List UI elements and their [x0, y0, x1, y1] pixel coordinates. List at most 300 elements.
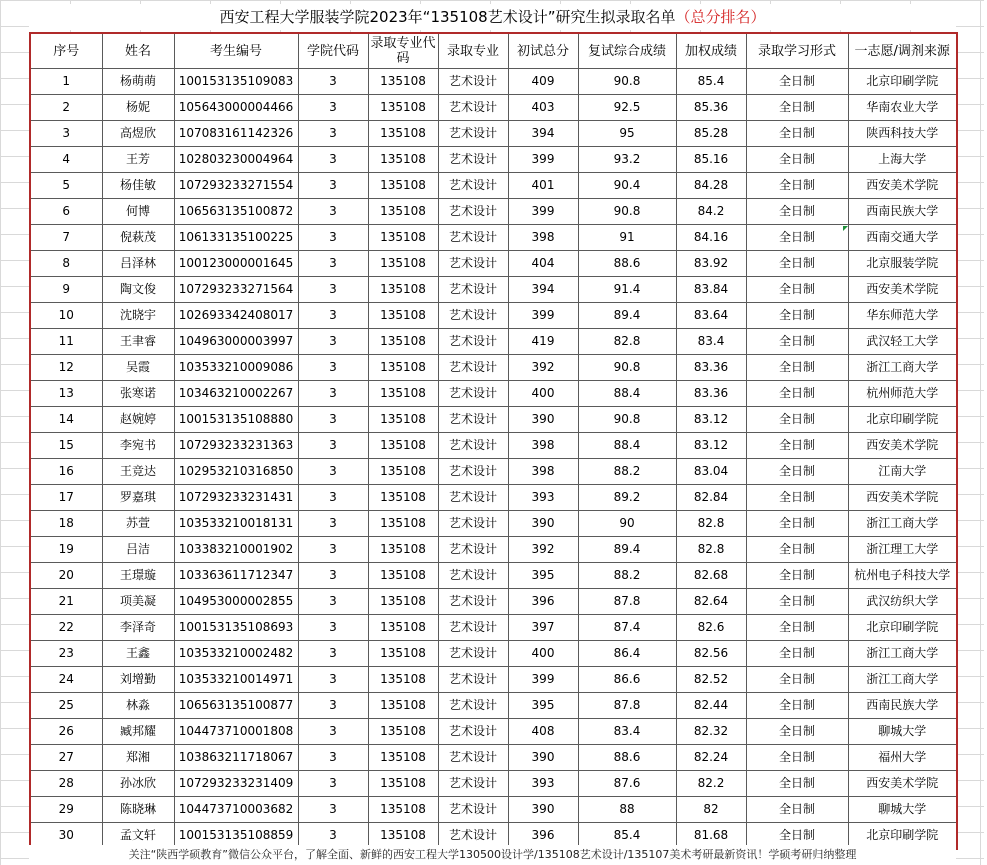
weighted-score-cell[interactable]: 82.8 [676, 537, 746, 563]
row-index-cell[interactable]: 23 [30, 641, 102, 667]
weighted-score-cell[interactable]: 83.36 [676, 381, 746, 407]
initial-score-cell[interactable]: 394 [508, 277, 578, 303]
study-mode-cell[interactable]: 全日制 [746, 459, 848, 485]
source-school-cell[interactable]: 西南民族大学 [848, 693, 957, 719]
major-name-cell[interactable]: 艺术设计 [438, 381, 508, 407]
retest-score-cell[interactable]: 85.4 [578, 823, 676, 850]
major-name-cell[interactable]: 艺术设计 [438, 355, 508, 381]
retest-score-cell[interactable]: 92.5 [578, 95, 676, 121]
major-name-cell[interactable]: 艺术设计 [438, 121, 508, 147]
source-school-cell[interactable]: 浙江理工大学 [848, 537, 957, 563]
student-name-cell[interactable]: 张寒诺 [102, 381, 174, 407]
weighted-score-cell[interactable]: 82.6 [676, 615, 746, 641]
study-mode-cell[interactable]: 全日制 [746, 589, 848, 615]
major-name-cell[interactable]: 艺术设计 [438, 693, 508, 719]
major-name-cell[interactable]: 艺术设计 [438, 719, 508, 745]
major-name-cell[interactable]: 艺术设计 [438, 329, 508, 355]
weighted-score-cell[interactable]: 82.84 [676, 485, 746, 511]
exam-id-cell[interactable]: 102953210316850 [174, 459, 298, 485]
major-name-cell[interactable]: 艺术设计 [438, 407, 508, 433]
college-code-cell[interactable]: 3 [298, 641, 368, 667]
row-index-cell[interactable]: 9 [30, 277, 102, 303]
weighted-score-cell[interactable]: 83.12 [676, 433, 746, 459]
initial-score-cell[interactable]: 397 [508, 615, 578, 641]
retest-score-cell[interactable]: 91.4 [578, 277, 676, 303]
student-name-cell[interactable]: 林淼 [102, 693, 174, 719]
exam-id-cell[interactable]: 103533210014971 [174, 667, 298, 693]
initial-score-cell[interactable]: 396 [508, 589, 578, 615]
student-name-cell[interactable]: 项美凝 [102, 589, 174, 615]
source-school-cell[interactable]: 浙江工商大学 [848, 641, 957, 667]
weighted-score-cell[interactable]: 82.32 [676, 719, 746, 745]
college-code-cell[interactable]: 3 [298, 69, 368, 95]
row-index-cell[interactable]: 16 [30, 459, 102, 485]
initial-score-cell[interactable]: 399 [508, 147, 578, 173]
initial-score-cell[interactable]: 390 [508, 797, 578, 823]
col-header-source[interactable]: 一志愿/调剂来源 [848, 33, 957, 69]
college-code-cell[interactable]: 3 [298, 303, 368, 329]
major-name-cell[interactable]: 艺术设计 [438, 641, 508, 667]
retest-score-cell[interactable]: 90.8 [578, 199, 676, 225]
major-code-cell[interactable]: 135108 [368, 199, 438, 225]
initial-score-cell[interactable]: 395 [508, 563, 578, 589]
row-index-cell[interactable]: 3 [30, 121, 102, 147]
initial-score-cell[interactable]: 399 [508, 199, 578, 225]
exam-id-cell[interactable]: 107293233271554 [174, 173, 298, 199]
weighted-score-cell[interactable]: 83.04 [676, 459, 746, 485]
exam-id-cell[interactable]: 107293233231409 [174, 771, 298, 797]
exam-id-cell[interactable]: 107083161142326 [174, 121, 298, 147]
source-school-cell[interactable]: 陕西科技大学 [848, 121, 957, 147]
study-mode-cell[interactable]: 全日制 [746, 251, 848, 277]
source-school-cell[interactable]: 北京印刷学院 [848, 69, 957, 95]
exam-id-cell[interactable]: 100153135109083 [174, 69, 298, 95]
exam-id-cell[interactable]: 104953000002855 [174, 589, 298, 615]
source-school-cell[interactable]: 福州大学 [848, 745, 957, 771]
major-code-cell[interactable]: 135108 [368, 225, 438, 251]
college-code-cell[interactable]: 3 [298, 407, 368, 433]
source-school-cell[interactable]: 聊城大学 [848, 719, 957, 745]
study-mode-cell[interactable]: 全日制 [746, 303, 848, 329]
col-header-initial[interactable]: 初试总分 [508, 33, 578, 69]
study-mode-cell[interactable]: 全日制 [746, 537, 848, 563]
weighted-score-cell[interactable]: 85.28 [676, 121, 746, 147]
col-header-exam-id[interactable]: 考生编号 [174, 33, 298, 69]
study-mode-cell[interactable]: 全日制 [746, 511, 848, 537]
col-header-college-code[interactable]: 学院代码 [298, 33, 368, 69]
weighted-score-cell[interactable]: 82.56 [676, 641, 746, 667]
major-code-cell[interactable]: 135108 [368, 641, 438, 667]
major-name-cell[interactable]: 艺术设计 [438, 511, 508, 537]
weighted-score-cell[interactable]: 84.2 [676, 199, 746, 225]
study-mode-cell[interactable]: 全日制 [746, 641, 848, 667]
source-school-cell[interactable]: 浙江工商大学 [848, 511, 957, 537]
major-name-cell[interactable]: 艺术设计 [438, 277, 508, 303]
exam-id-cell[interactable]: 103363611712347 [174, 563, 298, 589]
exam-id-cell[interactable]: 102693342408017 [174, 303, 298, 329]
initial-score-cell[interactable]: 404 [508, 251, 578, 277]
row-index-cell[interactable]: 12 [30, 355, 102, 381]
weighted-score-cell[interactable]: 82.44 [676, 693, 746, 719]
source-school-cell[interactable]: 杭州电子科技大学 [848, 563, 957, 589]
retest-score-cell[interactable]: 87.4 [578, 615, 676, 641]
student-name-cell[interactable]: 吕泽林 [102, 251, 174, 277]
row-index-cell[interactable]: 7 [30, 225, 102, 251]
source-school-cell[interactable]: 北京服装学院 [848, 251, 957, 277]
student-name-cell[interactable]: 杨妮 [102, 95, 174, 121]
retest-score-cell[interactable]: 88.2 [578, 459, 676, 485]
exam-id-cell[interactable]: 103383210001902 [174, 537, 298, 563]
col-header-idx[interactable]: 序号 [30, 33, 102, 69]
major-code-cell[interactable]: 135108 [368, 407, 438, 433]
student-name-cell[interactable]: 王聿睿 [102, 329, 174, 355]
major-code-cell[interactable]: 135108 [368, 95, 438, 121]
retest-score-cell[interactable]: 90.8 [578, 69, 676, 95]
source-school-cell[interactable]: 上海大学 [848, 147, 957, 173]
retest-score-cell[interactable]: 89.4 [578, 303, 676, 329]
major-code-cell[interactable]: 135108 [368, 797, 438, 823]
exam-id-cell[interactable]: 100123000001645 [174, 251, 298, 277]
retest-score-cell[interactable]: 90.8 [578, 355, 676, 381]
retest-score-cell[interactable]: 87.8 [578, 589, 676, 615]
initial-score-cell[interactable]: 398 [508, 433, 578, 459]
exam-id-cell[interactable]: 106563135100872 [174, 199, 298, 225]
source-school-cell[interactable]: 西安美术学院 [848, 277, 957, 303]
row-index-cell[interactable]: 10 [30, 303, 102, 329]
major-code-cell[interactable]: 135108 [368, 719, 438, 745]
retest-score-cell[interactable]: 82.8 [578, 329, 676, 355]
major-name-cell[interactable]: 艺术设计 [438, 485, 508, 511]
major-code-cell[interactable]: 135108 [368, 485, 438, 511]
student-name-cell[interactable]: 杨萌萌 [102, 69, 174, 95]
initial-score-cell[interactable]: 390 [508, 407, 578, 433]
weighted-score-cell[interactable]: 83.36 [676, 355, 746, 381]
initial-score-cell[interactable]: 400 [508, 381, 578, 407]
initial-score-cell[interactable]: 392 [508, 355, 578, 381]
student-name-cell[interactable]: 何博 [102, 199, 174, 225]
source-school-cell[interactable]: 浙江工商大学 [848, 355, 957, 381]
major-name-cell[interactable]: 艺术设计 [438, 147, 508, 173]
exam-id-cell[interactable]: 104473710003682 [174, 797, 298, 823]
weighted-score-cell[interactable]: 84.28 [676, 173, 746, 199]
retest-score-cell[interactable]: 83.4 [578, 719, 676, 745]
study-mode-cell[interactable]: 全日制 [746, 147, 848, 173]
study-mode-cell[interactable]: 全日制 [746, 615, 848, 641]
study-mode-cell[interactable]: 全日制 [746, 69, 848, 95]
row-index-cell[interactable]: 17 [30, 485, 102, 511]
major-name-cell[interactable]: 艺术设计 [438, 303, 508, 329]
study-mode-cell[interactable]: 全日制 [746, 719, 848, 745]
col-header-weighted[interactable]: 加权成绩 [676, 33, 746, 69]
college-code-cell[interactable]: 3 [298, 797, 368, 823]
source-school-cell[interactable]: 武汉轻工大学 [848, 329, 957, 355]
student-name-cell[interactable]: 刘增勤 [102, 667, 174, 693]
study-mode-cell[interactable]: 全日制 [746, 173, 848, 199]
row-index-cell[interactable]: 8 [30, 251, 102, 277]
college-code-cell[interactable]: 3 [298, 147, 368, 173]
source-school-cell[interactable]: 西安美术学院 [848, 433, 957, 459]
retest-score-cell[interactable]: 88.6 [578, 745, 676, 771]
student-name-cell[interactable]: 郑湘 [102, 745, 174, 771]
exam-id-cell[interactable]: 107293233231363 [174, 433, 298, 459]
source-school-cell[interactable]: 北京印刷学院 [848, 407, 957, 433]
study-mode-cell[interactable]: 全日制 [746, 95, 848, 121]
weighted-score-cell[interactable]: 83.12 [676, 407, 746, 433]
retest-score-cell[interactable]: 88.2 [578, 563, 676, 589]
study-mode-cell[interactable]: 全日制 [746, 277, 848, 303]
student-name-cell[interactable]: 罗嘉琪 [102, 485, 174, 511]
major-name-cell[interactable]: 艺术设计 [438, 225, 508, 251]
college-code-cell[interactable]: 3 [298, 251, 368, 277]
major-name-cell[interactable]: 艺术设计 [438, 69, 508, 95]
weighted-score-cell[interactable]: 85.4 [676, 69, 746, 95]
exam-id-cell[interactable]: 102803230004964 [174, 147, 298, 173]
student-name-cell[interactable]: 李泽奇 [102, 615, 174, 641]
weighted-score-cell[interactable]: 82.8 [676, 511, 746, 537]
weighted-score-cell[interactable]: 84.16 [676, 225, 746, 251]
source-school-cell[interactable]: 浙江工商大学 [848, 667, 957, 693]
major-name-cell[interactable]: 艺术设计 [438, 95, 508, 121]
row-index-cell[interactable]: 6 [30, 199, 102, 225]
major-name-cell[interactable]: 艺术设计 [438, 667, 508, 693]
retest-score-cell[interactable]: 87.6 [578, 771, 676, 797]
major-name-cell[interactable]: 艺术设计 [438, 199, 508, 225]
retest-score-cell[interactable]: 88.4 [578, 433, 676, 459]
student-name-cell[interactable]: 杨佳敏 [102, 173, 174, 199]
major-name-cell[interactable]: 艺术设计 [438, 251, 508, 277]
study-mode-cell[interactable]: 全日制 [746, 823, 848, 850]
retest-score-cell[interactable]: 93.2 [578, 147, 676, 173]
retest-score-cell[interactable]: 89.2 [578, 485, 676, 511]
major-code-cell[interactable]: 135108 [368, 121, 438, 147]
major-code-cell[interactable]: 135108 [368, 355, 438, 381]
student-name-cell[interactable]: 陈晓琳 [102, 797, 174, 823]
student-name-cell[interactable]: 沈晓宇 [102, 303, 174, 329]
weighted-score-cell[interactable]: 82 [676, 797, 746, 823]
col-header-major-code[interactable]: 录取专业代码 [368, 33, 438, 69]
initial-score-cell[interactable]: 398 [508, 225, 578, 251]
exam-id-cell[interactable]: 103533210009086 [174, 355, 298, 381]
study-mode-cell[interactable]: 全日制 [746, 745, 848, 771]
exam-id-cell[interactable]: 100153135108880 [174, 407, 298, 433]
source-school-cell[interactable]: 西南交通大学 [848, 225, 957, 251]
col-header-name[interactable]: 姓名 [102, 33, 174, 69]
major-name-cell[interactable]: 艺术设计 [438, 615, 508, 641]
initial-score-cell[interactable]: 390 [508, 745, 578, 771]
weighted-score-cell[interactable]: 83.64 [676, 303, 746, 329]
college-code-cell[interactable]: 3 [298, 563, 368, 589]
retest-score-cell[interactable]: 88.4 [578, 381, 676, 407]
source-school-cell[interactable]: 华南农业大学 [848, 95, 957, 121]
college-code-cell[interactable]: 3 [298, 277, 368, 303]
exam-id-cell[interactable]: 106133135100225 [174, 225, 298, 251]
college-code-cell[interactable]: 3 [298, 511, 368, 537]
college-code-cell[interactable]: 3 [298, 433, 368, 459]
college-code-cell[interactable]: 3 [298, 589, 368, 615]
weighted-score-cell[interactable]: 83.84 [676, 277, 746, 303]
study-mode-cell[interactable]: 全日制 [746, 355, 848, 381]
row-index-cell[interactable]: 27 [30, 745, 102, 771]
retest-score-cell[interactable]: 87.8 [578, 693, 676, 719]
exam-id-cell[interactable]: 100153135108693 [174, 615, 298, 641]
major-code-cell[interactable]: 135108 [368, 251, 438, 277]
source-school-cell[interactable]: 江南大学 [848, 459, 957, 485]
study-mode-cell[interactable]: 全日制 [746, 771, 848, 797]
major-name-cell[interactable]: 艺术设计 [438, 589, 508, 615]
source-school-cell[interactable]: 北京印刷学院 [848, 823, 957, 850]
college-code-cell[interactable]: 3 [298, 173, 368, 199]
row-index-cell[interactable]: 1 [30, 69, 102, 95]
student-name-cell[interactable]: 臧邦耀 [102, 719, 174, 745]
college-code-cell[interactable]: 3 [298, 537, 368, 563]
retest-score-cell[interactable]: 86.6 [578, 667, 676, 693]
student-name-cell[interactable]: 王竞达 [102, 459, 174, 485]
major-name-cell[interactable]: 艺术设计 [438, 771, 508, 797]
study-mode-cell[interactable]: 全日制 [746, 797, 848, 823]
major-code-cell[interactable]: 135108 [368, 745, 438, 771]
initial-score-cell[interactable]: 390 [508, 511, 578, 537]
major-code-cell[interactable]: 135108 [368, 537, 438, 563]
initial-score-cell[interactable]: 393 [508, 771, 578, 797]
college-code-cell[interactable]: 3 [298, 745, 368, 771]
initial-score-cell[interactable]: 400 [508, 641, 578, 667]
major-code-cell[interactable]: 135108 [368, 303, 438, 329]
weighted-score-cell[interactable]: 82.2 [676, 771, 746, 797]
college-code-cell[interactable]: 3 [298, 615, 368, 641]
study-mode-cell[interactable]: 全日制 [746, 199, 848, 225]
source-school-cell[interactable]: 西南民族大学 [848, 199, 957, 225]
exam-id-cell[interactable]: 103863211718067 [174, 745, 298, 771]
study-mode-cell[interactable]: 全日制 [746, 407, 848, 433]
initial-score-cell[interactable]: 408 [508, 719, 578, 745]
row-index-cell[interactable]: 26 [30, 719, 102, 745]
major-code-cell[interactable]: 135108 [368, 459, 438, 485]
row-index-cell[interactable]: 19 [30, 537, 102, 563]
retest-score-cell[interactable]: 88 [578, 797, 676, 823]
major-name-cell[interactable]: 艺术设计 [438, 797, 508, 823]
exam-id-cell[interactable]: 107293233231431 [174, 485, 298, 511]
student-name-cell[interactable]: 吴霞 [102, 355, 174, 381]
study-mode-cell[interactable]: 全日制 [746, 485, 848, 511]
weighted-score-cell[interactable]: 82.52 [676, 667, 746, 693]
initial-score-cell[interactable]: 394 [508, 121, 578, 147]
study-mode-cell[interactable]: 全日制 [746, 329, 848, 355]
major-name-cell[interactable]: 艺术设计 [438, 433, 508, 459]
initial-score-cell[interactable]: 393 [508, 485, 578, 511]
college-code-cell[interactable]: 3 [298, 381, 368, 407]
major-code-cell[interactable]: 135108 [368, 173, 438, 199]
exam-id-cell[interactable]: 106563135100877 [174, 693, 298, 719]
college-code-cell[interactable]: 3 [298, 225, 368, 251]
college-code-cell[interactable]: 3 [298, 459, 368, 485]
college-code-cell[interactable]: 3 [298, 199, 368, 225]
retest-score-cell[interactable]: 89.4 [578, 537, 676, 563]
retest-score-cell[interactable]: 95 [578, 121, 676, 147]
initial-score-cell[interactable]: 403 [508, 95, 578, 121]
major-name-cell[interactable]: 艺术设计 [438, 459, 508, 485]
major-code-cell[interactable]: 135108 [368, 69, 438, 95]
weighted-score-cell[interactable]: 81.68 [676, 823, 746, 850]
major-code-cell[interactable]: 135108 [368, 615, 438, 641]
row-index-cell[interactable]: 5 [30, 173, 102, 199]
major-code-cell[interactable]: 135108 [368, 667, 438, 693]
row-index-cell[interactable]: 24 [30, 667, 102, 693]
college-code-cell[interactable]: 3 [298, 823, 368, 850]
college-code-cell[interactable]: 3 [298, 771, 368, 797]
weighted-score-cell[interactable]: 83.92 [676, 251, 746, 277]
source-school-cell[interactable]: 西安美术学院 [848, 485, 957, 511]
student-name-cell[interactable]: 王芳 [102, 147, 174, 173]
row-index-cell[interactable]: 11 [30, 329, 102, 355]
initial-score-cell[interactable]: 419 [508, 329, 578, 355]
weighted-score-cell[interactable]: 85.16 [676, 147, 746, 173]
college-code-cell[interactable]: 3 [298, 693, 368, 719]
college-code-cell[interactable]: 3 [298, 329, 368, 355]
student-name-cell[interactable]: 高煜欣 [102, 121, 174, 147]
major-code-cell[interactable]: 135108 [368, 381, 438, 407]
col-header-retest[interactable]: 复试综合成绩 [578, 33, 676, 69]
row-index-cell[interactable]: 15 [30, 433, 102, 459]
major-code-cell[interactable]: 135108 [368, 589, 438, 615]
college-code-cell[interactable]: 3 [298, 719, 368, 745]
initial-score-cell[interactable]: 399 [508, 303, 578, 329]
exam-id-cell[interactable]: 103533210002482 [174, 641, 298, 667]
col-header-major[interactable]: 录取专业 [438, 33, 508, 69]
study-mode-cell[interactable]: 全日制 [746, 693, 848, 719]
major-code-cell[interactable]: 135108 [368, 277, 438, 303]
row-index-cell[interactable]: 2 [30, 95, 102, 121]
study-mode-cell[interactable]: 全日制 [746, 381, 848, 407]
major-code-cell[interactable]: 135108 [368, 771, 438, 797]
student-name-cell[interactable]: 王璟璇 [102, 563, 174, 589]
major-name-cell[interactable]: 艺术设计 [438, 537, 508, 563]
row-index-cell[interactable]: 18 [30, 511, 102, 537]
exam-id-cell[interactable]: 103463210002267 [174, 381, 298, 407]
student-name-cell[interactable]: 王鑫 [102, 641, 174, 667]
student-name-cell[interactable]: 陶文俊 [102, 277, 174, 303]
initial-score-cell[interactable]: 401 [508, 173, 578, 199]
student-name-cell[interactable]: 赵婉婷 [102, 407, 174, 433]
study-mode-cell[interactable]: 全日制 [746, 667, 848, 693]
initial-score-cell[interactable]: 396 [508, 823, 578, 850]
college-code-cell[interactable]: 3 [298, 355, 368, 381]
retest-score-cell[interactable]: 90.8 [578, 407, 676, 433]
college-code-cell[interactable]: 3 [298, 667, 368, 693]
student-name-cell[interactable]: 苏萱 [102, 511, 174, 537]
retest-score-cell[interactable]: 88.6 [578, 251, 676, 277]
student-name-cell[interactable]: 孟文轩 [102, 823, 174, 850]
source-school-cell[interactable]: 华东师范大学 [848, 303, 957, 329]
source-school-cell[interactable]: 杭州师范大学 [848, 381, 957, 407]
row-index-cell[interactable]: 21 [30, 589, 102, 615]
study-mode-cell[interactable]: 全日制 [746, 121, 848, 147]
initial-score-cell[interactable]: 409 [508, 69, 578, 95]
exam-id-cell[interactable]: 104473710001808 [174, 719, 298, 745]
college-code-cell[interactable]: 3 [298, 95, 368, 121]
source-school-cell[interactable]: 武汉纺织大学 [848, 589, 957, 615]
exam-id-cell[interactable]: 103533210018131 [174, 511, 298, 537]
major-name-cell[interactable]: 艺术设计 [438, 745, 508, 771]
major-name-cell[interactable]: 艺术设计 [438, 823, 508, 850]
weighted-score-cell[interactable]: 82.64 [676, 589, 746, 615]
retest-score-cell[interactable]: 90.4 [578, 173, 676, 199]
col-header-mode[interactable]: 录取学习形式 [746, 33, 848, 69]
student-name-cell[interactable]: 李宛书 [102, 433, 174, 459]
source-school-cell[interactable]: 聊城大学 [848, 797, 957, 823]
initial-score-cell[interactable]: 398 [508, 459, 578, 485]
retest-score-cell[interactable]: 86.4 [578, 641, 676, 667]
major-code-cell[interactable]: 135108 [368, 511, 438, 537]
